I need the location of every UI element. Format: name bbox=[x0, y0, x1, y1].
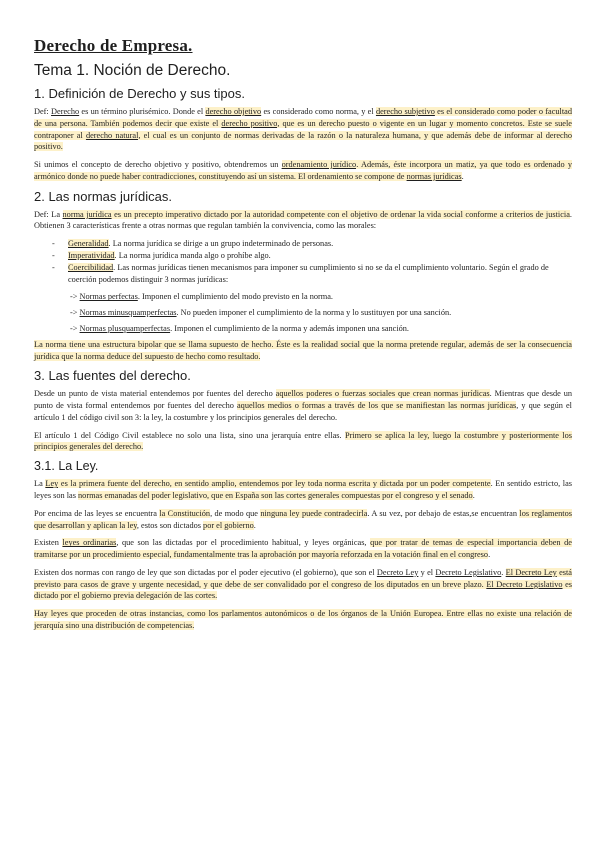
section-3-1-paragraph-1: La Ley es la primera fuente del derecho, en sentido amplio, entendemos por ley toda norma escrita y dictada por un poder competente. En sentido estricto, las leyes son las normas emanadas del poder legislativo, que en España son las cortes generales compuestas por el congreso y el senado. bbox=[34, 479, 572, 500]
sub-item: -> Normas minusquamperfectas. No pueden imponer el cumplimiento de la norma y lo sustituyen por una sanción. bbox=[70, 308, 452, 318]
section-3-1-paragraph-3: Existen leyes ordinarias, que son las dictadas por el procedimiento habitual, y leyes orgánicas, que por tratar de temas de especial importancia deben de tramitarse por un procedimiento especial, fundamentalmente tras la aprobación por mayoría reforzada en la votación final en el congreso. bbox=[34, 538, 572, 560]
section-3-1-paragraph-5: Hay leyes que proceden de otras instancias, como los parlamentos autonómicos o de los órganos de la Unión Europea. Entre ellas no existe una relación de jerarquía sino una distribución de competencias. bbox=[34, 609, 572, 630]
section-2-heading: 2. Las normas jurídicas. bbox=[34, 188, 173, 204]
characteristics-list bbox=[34, 238, 572, 285]
section-2-paragraph-2: La norma tiene una estructura bipolar que se llama supuesto de hecho. Éste es la realidad social que la norma pretende regular, además de ser la consecuencia jurídica que la norma deduce del supuesto de hecho como resultado. bbox=[34, 339, 572, 361]
section-2-paragraph-1: Def: La norma jurídica es un precepto imperativo dictado por la autoridad competente con el objetivo de ordenar la vida social conforme a criterios de justicia. Obtienen 3 características frente a otras normas que regulan también la convivencia, como las morales: bbox=[34, 209, 572, 231]
section-3-1-paragraph-2: Por encima de las leyes se encuentra la Constitución, de modo que ninguna ley puede contradecirla. A su vez, por debajo de estas,se encuentran los reglamentos que desarrollan y aplican la ley, estos son dictados por el gobierno. bbox=[34, 508, 572, 530]
list-item: - Generalidad. La norma jurídica se dirige a un grupo indeterminado de personas. bbox=[68, 238, 572, 250]
section-1-paragraph-1: Def: Derecho es un término plurisémico. Donde el derecho objetivo es considerado como norma, y el derecho subjetivo es el considerado como poder o facultad de una persona. También podemos decir que existe el derecho positivo, que es un derecho puesto o vigente en un lugar y momento concretos. Este se suele contraponer al derecho natural, el cual es un conjunto de normas derivadas de la razón o la naturaleza humana, y que además debe de informar al derecho positivo. bbox=[34, 107, 572, 152]
section-3-1-heading: 3.1. La Ley. bbox=[34, 459, 99, 474]
tema-heading: Tema 1. Noción de Derecho. bbox=[34, 62, 231, 79]
section-3-paragraph-2: El artículo 1 del Código Civil establece no solo una lista, sino una jerarquía entre ellas. Primero se aplica la ley, luego la costumbre y posteriormente los principios generales del derecho. bbox=[34, 430, 572, 452]
sub-item: -> Normas perfectas. Imponen el cumplimiento del modo previsto en la norma. bbox=[70, 292, 333, 302]
list-item: - Coercibilidad. Las normas jurídicas tienen mecanismos para imponer su cumplimiento si no se da el cumplimiento voluntario. Según el grado de coerción podemos distinguir 3 normas jurídicas: bbox=[68, 262, 572, 286]
section-3-heading: 3. Las fuentes del derecho. bbox=[34, 368, 191, 384]
list-item: - Imperatividad. La norma jurídica manda algo o prohíbe algo. bbox=[68, 250, 572, 262]
section-3-paragraph-1: Desde un punto de vista material entendemos por fuentes del derecho aquellos poderes o fuerzas sociales que crean normas jurídicas. Mientras que desde un punto de vista formal entendemos por fuentes del derecho aquellos medios o formas a través de los que se manifiestan las normas jurídicas, y que según el artículo 1 del código civil son 3: la ley, la costumbre y los principios generales del derecho. bbox=[34, 389, 573, 422]
section-1-paragraph-2: Si unimos el concepto de derecho objetivo y positivo, obtendremos un ordenamiento jurídico. Además, éste incorpora un matiz, ya que todo es ordenado y armónico donde no puede haber contradicciones, constituyendo así un sistema. El ordenamiento se compone de normas jurídicas. bbox=[34, 160, 572, 181]
section-1-heading: 1. Definición de Derecho y sus tipos. bbox=[34, 86, 245, 101]
section-3-1-paragraph-4: Existen dos normas con rango de ley que son dictadas por el poder ejecutivo (el gobierno), que son el Decreto Ley y el Decreto Legislativo. El Decreto Ley está previsto para casos de grave y urgente necesidad, y que debe de ser convalidado por el congreso de los diputados en un breve plazo. El Decreto Legislativo es dictado por el gobierno previa delegación de las cortes. bbox=[34, 567, 573, 601]
document-title: Derecho de Empresa. bbox=[34, 36, 193, 55]
sub-item: -> Normas plusquamperfectas. Imponen el cumplimiento de la norma y además imponen una sanción. bbox=[70, 323, 410, 333]
